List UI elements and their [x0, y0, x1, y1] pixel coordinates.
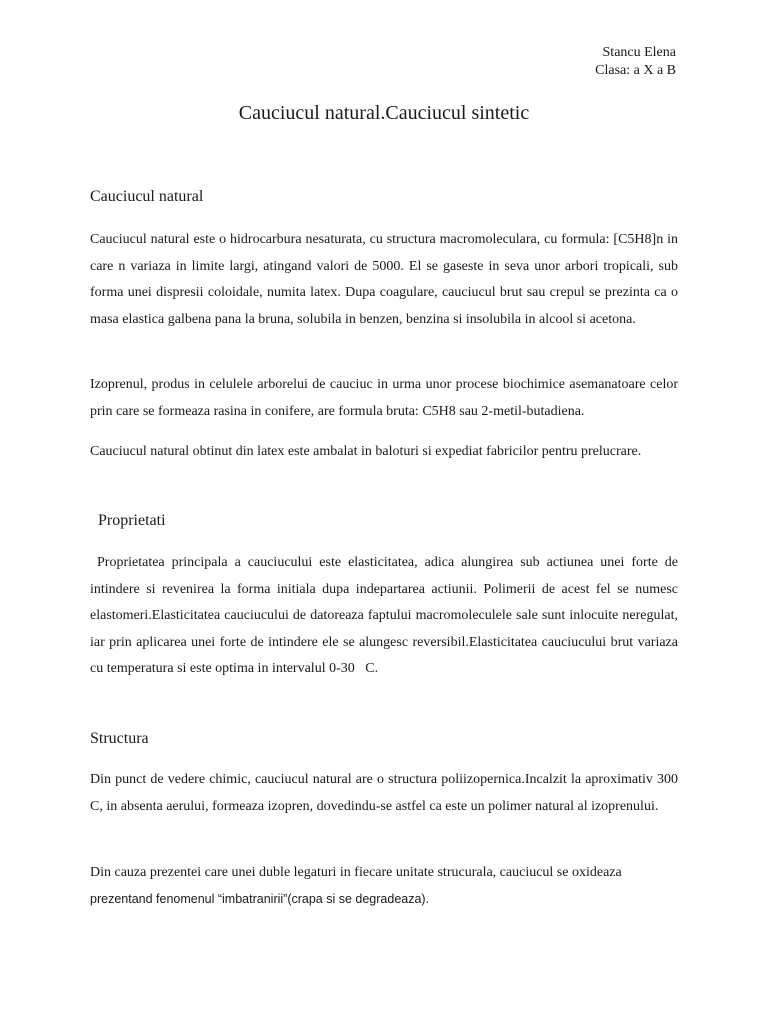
class-label: Clasa: a X a B: [595, 63, 676, 78]
paragraph-structure-2: [90, 860, 678, 913]
paragraph-structure-2-last-line: prezentand fenomenul “imbatranirii”(crapa si se degradeaza).: [90, 892, 430, 906]
paragraph-structure-2-text: Din cauza prezentei care unei duble legaturi in fiecare unitate strucurala, cauciucul se oxideaza: [90, 865, 622, 880]
section-heading-properties: Proprietati: [98, 512, 166, 529]
paragraph-natural-1: Cauciucul natural este o hidrocarbura nesaturata, cu structura macromoleculara, cu formula: [C5H8]n in care n variaza in limite largi, atingand valori de 5000. El se gaseste in seva unor arbori tropicali, sub forma unei dispresii coloidale, numita latex. Dupa coagulare, cauciucul brut sau crepul se prezinta ca o masa elastica galbena pana la bruna, solubila in benzen, benzina si insolubila in alcool si acetona.: [90, 232, 678, 327]
document-title: Cauciucul natural.Cauciucul sintetic: [238, 102, 530, 124]
paragraph-properties-1: Proprietatea principala a cauciucului este elasticitatea, adica alungirea sub actiunea unei forte de intindere si revenirea la forma initiala dupa indepartarea actiunii. Polimerii de acest fel se numesc elastomeri.Elasticitatea cauciucului de datoreaza faptului macromoleculele sale sunt inlocuite neregulat, iar prin aplicarea unei forte de intindere ele se alungesc reversibil.Elasticitatea cauciucului brut variaza cu temperatura si este optima in intervalul 0-30 C.: [90, 555, 682, 676]
author-name: Stancu Elena: [602, 45, 676, 60]
paragraph-natural-2: Izoprenul, produs in celulele arborelui de cauciuc in urma unor procese biochimice asemanatoare celor prin care se formeaza rasina in conifere, are formula bruta: C5H8 sau 2-metil-butadiena.: [90, 377, 678, 419]
paragraph-natural-3: Cauciucul natural obtinut din latex este ambalat in baloturi si expediat fabricilor pentru prelucrare.: [90, 444, 642, 459]
section-heading-structure: Structura: [90, 730, 149, 747]
paragraph-structure-1: Din punct de vedere chimic, cauciucul natural are o structura poliizopernica.Incalzit la aproximativ 300 C, in absenta aerului, formeaza izopren, dovedindu-se astfel ca este un polimer natural al izoprenului.: [90, 772, 678, 814]
author-block: [595, 44, 676, 80]
section-heading-natural: Cauciucul natural: [90, 188, 204, 205]
